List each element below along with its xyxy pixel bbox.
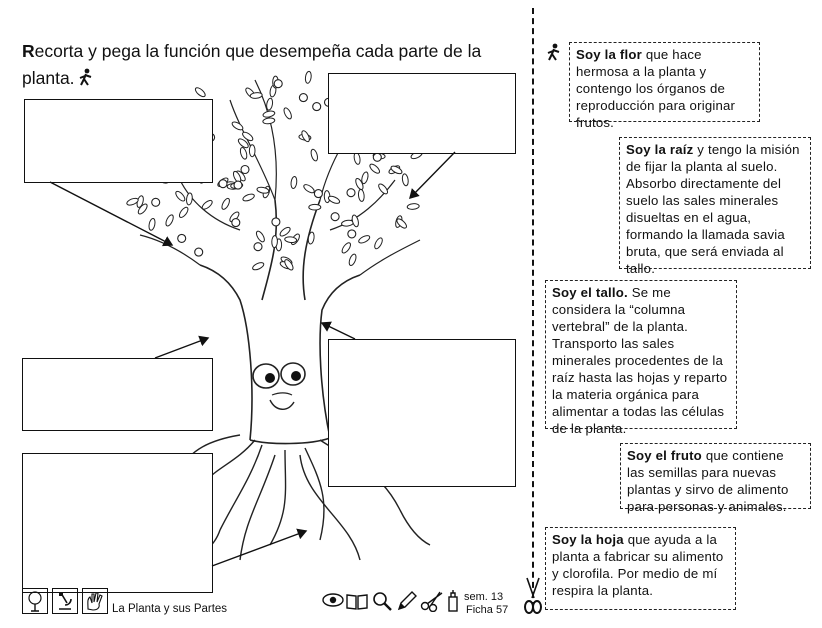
- cut-paste-figure-icon: [547, 43, 561, 61]
- book-icon: [346, 592, 368, 610]
- sheet-label: Ficha 57: [466, 604, 509, 616]
- card-root-title: Soy la raíz: [626, 142, 694, 157]
- eye-icon: [322, 592, 344, 608]
- card-stem-title: Soy el tallo.: [552, 285, 628, 300]
- card-root[interactable]: [619, 137, 811, 276]
- card-fruit-title: Soy el fruto: [627, 448, 702, 463]
- pencil-icon: [396, 590, 418, 612]
- footer-title: La Planta y sus Partes: [112, 603, 228, 615]
- card-flower-text: que hace hermosa a la planta y contengo los órganos de reproducción para originar frutos.: [576, 47, 736, 130]
- magnifier-icon: [371, 590, 393, 612]
- arrow-to-flower: [50, 182, 172, 245]
- card-flower[interactable]: [569, 42, 760, 130]
- arrow-to-root: [212, 531, 306, 566]
- card-fruit[interactable]: [620, 443, 811, 514]
- card-leaf[interactable]: [545, 527, 736, 610]
- card-fruit-text: que contiene las semillas para nuevas plantas y sirvo de alimento para personas y animales.: [627, 448, 789, 514]
- card-root-text: y tengo la misión de fijar la planta al suelo. Absorbo directamente del suelo las sales minerales disueltas en el agua, formando la llamada savia bruta, que será enviada al tallo.: [626, 142, 800, 276]
- week-label: sem. 13: [464, 591, 504, 603]
- tree-icon: [22, 588, 48, 614]
- scissors-small-icon: [420, 590, 444, 612]
- microscope-icon: [52, 588, 78, 614]
- scissors-icon: [522, 576, 544, 616]
- arrow-to-leaf: [410, 152, 455, 198]
- instruction-body: ecorta y pega la función que desempeña cada parte de la planta.: [22, 41, 482, 88]
- card-stem-text: Se me considera la “columna vertebral” de la planta. Transporto las sales minerales procedentes de la raíz hasta las hojas y reparto la materia orgánica para alimentar a todas las células de la planta.: [552, 285, 728, 436]
- cut-line: [532, 8, 534, 608]
- glue-icon: [447, 589, 459, 613]
- hand-icon: [82, 588, 108, 614]
- arrow-to-stem: [322, 323, 355, 339]
- card-leaf-text: que ayuda a la planta a fabricar su alimento y clorofila. Por medio de mí respira la planta.: [552, 532, 724, 598]
- card-flower-title: Soy la flor: [576, 47, 642, 62]
- instruction-initial: R: [22, 41, 35, 61]
- card-leaf-title: Soy la hoja: [552, 532, 624, 547]
- arrow-to-fruit: [155, 338, 208, 358]
- card-stem[interactable]: [545, 280, 737, 436]
